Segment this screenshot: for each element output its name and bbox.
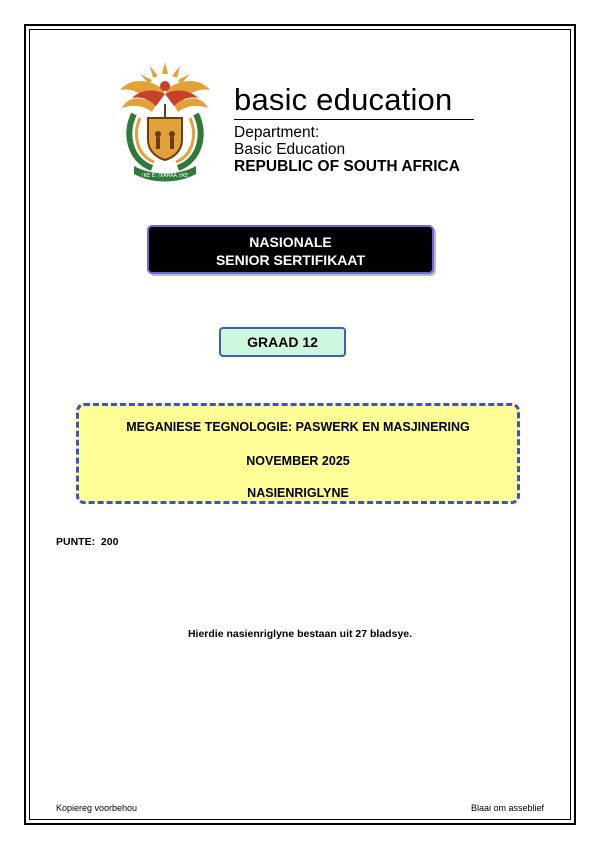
department-name: Basic Education xyxy=(234,141,346,158)
certificate-banner xyxy=(147,225,434,274)
certificate-line-1: NASIONALE xyxy=(249,234,332,250)
document-type: NASIENRIGLYNE xyxy=(247,486,349,500)
country-name: REPUBLIC OF SOUTH AFRICA xyxy=(234,158,460,175)
department-label: Department: xyxy=(234,124,320,141)
footer-copyright: Kopiereg voorbehou xyxy=(56,803,138,813)
coat-of-arms-icon xyxy=(112,60,218,186)
subject-title: MEGANIESE TEGNOLOGIE: PASWERK EN MASJINERING xyxy=(126,420,470,434)
crest-motto: !KE E: /XARRA //KE xyxy=(141,173,189,179)
subject-box xyxy=(76,403,520,504)
department-rule xyxy=(234,119,474,120)
grade-badge: GRAAD 12 xyxy=(219,327,346,357)
department-title: basic education xyxy=(234,82,453,117)
certificate-line-2: SENIOR SERTIFIKAAT xyxy=(215,252,366,268)
total-marks: PUNTE: 200 xyxy=(56,536,119,548)
footer-turn-over: Blaai om asseblief xyxy=(470,803,544,813)
exam-session: NOVEMBER 2025 xyxy=(246,454,350,468)
page-count-note: Hierdie nasienriglyne bestaan uit 27 bladsye. xyxy=(187,628,413,640)
